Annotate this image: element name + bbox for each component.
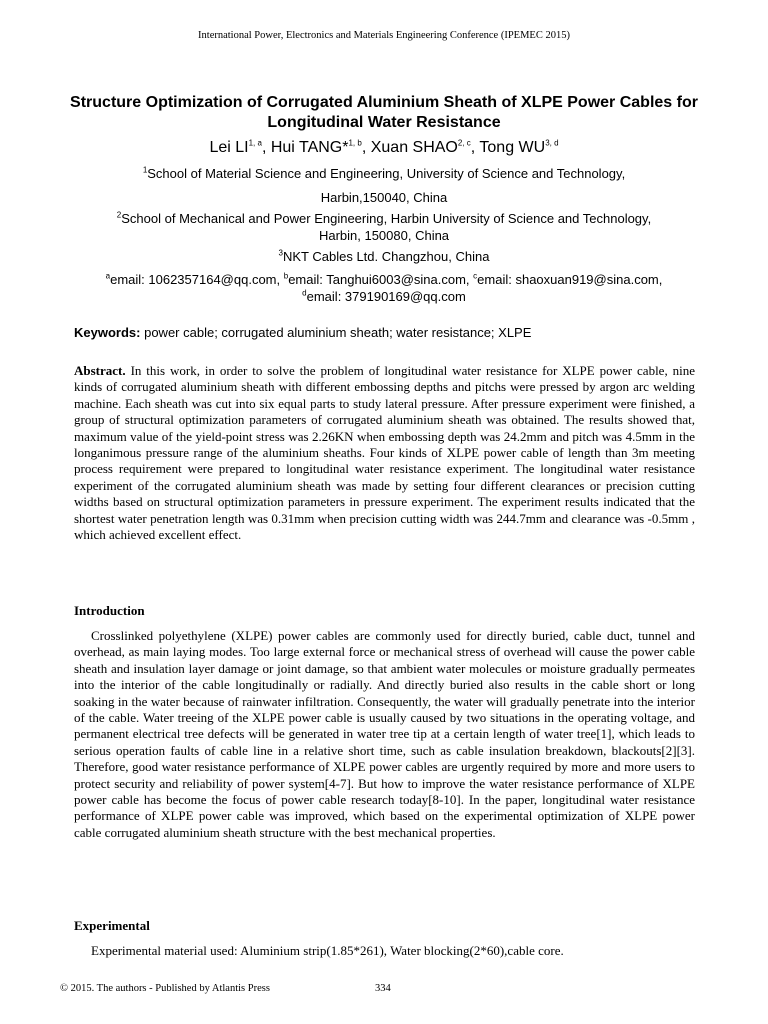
affiliation-1 <box>40 165 728 206</box>
email-superscript: d <box>302 288 307 298</box>
affiliation-text: Harbin, 150080, China <box>318 228 450 243</box>
email-superscript: b <box>283 271 289 281</box>
email-superscript: a <box>105 271 111 281</box>
email-text: email: Tanghui6003@sina.com, <box>288 272 470 287</box>
keywords-text: power cable; corrugated aluminium sheath; water resistance; XLPE <box>144 325 532 340</box>
abstract-paragraph <box>74 363 695 543</box>
email-text: email: 1062357164@qq.com, <box>110 272 281 287</box>
author-name: Hui TANG* <box>270 139 349 156</box>
author-name: Lei LI <box>209 139 249 156</box>
footer-copyright: © 2015. The authors - Published by Atlantis Press <box>60 983 270 994</box>
affiliation-text: NKT Cables Ltd. Changzhou, China <box>283 249 490 264</box>
section-heading-introduction: Introduction <box>74 603 145 618</box>
keywords-label: Keywords: <box>74 325 141 340</box>
author-name: Xuan SHAO <box>370 139 458 156</box>
author-superscript: 3, d <box>545 138 559 148</box>
email-text: email: shaoxuan919@sina.com, <box>477 272 663 287</box>
email-text: email: 379190169@qq.com <box>306 289 466 304</box>
affiliation-superscript: 3 <box>278 248 283 258</box>
author-superscript: 1, b <box>348 138 362 148</box>
email-block <box>40 271 728 305</box>
affiliation-superscript: 2 <box>116 210 122 220</box>
introduction-paragraph: Crosslinked polyethylene (XLPE) power cables are commonly used for directly buried, cable duct, tunnel and overhead, as main laying modes. Too large external force or mechanical stress of overhead will cause the power cable sheath and insulation layer damage or joint damage, so that ambient water molecules or moisture gradually permeates into the interior of the cable longitudinally or radially. And directly buried also results in the cable short or long soaking in the water because of rainwater infiltration. Consequently, the water will gradually penetrate into the interior of the cable. Water treeing of the XLPE power cable is usually caused by two situations in the operating voltage, and permanent electrical tree defects will be generated in water tree tip at a certain length of water tree[1], which leads to serious operation faults of cable line in a relative short time, such as cable insulation breakdown, blackouts[2][3]. Therefore, good water resistance performance of XLPE power cables are urgently required by more and more users to protect security and reliability of power system[4-7]. But how to improve the water resistance performance of XLPE power cable has become the focus of power cable research today[8-10]. In the paper, longitudinal water resistance performance of XLPE power cable was improved, which based on the experimental optimization of XLPE power cable corrugated aluminium sheath structure with the best mechanical properties. <box>74 628 695 840</box>
author-superscript: 1, a <box>248 138 262 148</box>
experimental-paragraph: Experimental material used: Aluminium strip(1.85*261), Water blocking(2*60),cable core. <box>91 943 564 958</box>
abstract-text: In this work, in order to solve the problem of longitudinal water resistance for XLPE power cable, nine kinds of corrugated aluminium sheath with different embossing depths and pitchs were pressed by argon arc welding machine. Each sheath was cut into six equal parts to study lateral pressure. After pressure experiment were finished, a group of structural optimization parameters of corrugated aluminium sheath was obtained. The results showed that, maximum value of the yield-point stress was 2.26KN when embossing depth was 24.2mm and pitch was 4.5mm in the longanimous pressure range of the aluminium sheaths. Four kinds of XLPE power cable of length than 3m meeting process requirement were prepared to longitudinal water resistance experiment. The longitudinal water resistance experiment of the corrugated aluminium sheath was made by setting four different clearances or precision cutting widths based on structural optimization parameters in pressure experiment. The experiment results indicated that the shortest water penetration length was 0.31mm when precision cutting width was 244.7mm and clearance was -0.5mm , which achieved excellent effect. <box>74 363 695 543</box>
section-heading-experimental: Experimental <box>74 918 150 933</box>
conference-header: International Power, Electronics and Materials Engineering Conference (IPEMEC 2015) <box>198 30 570 41</box>
author-name: Tong WU <box>479 139 546 156</box>
keywords-line <box>74 325 694 340</box>
affiliation-3 <box>40 248 728 265</box>
affiliation-text: School of Mechanical and Power Engineering, Harbin University of Science and Technology, <box>121 211 652 226</box>
author-list: Lei LI$^{1, a}$, Hui TANG*$^{1, b}$, Xuan SHAO$^{2, c}$, Tong WU$^{3, d}$ <box>209 138 559 156</box>
email-superscript: c <box>473 271 478 281</box>
affiliation-superscript: 1 <box>142 165 148 175</box>
paper-title: Structure Optimization of Corrugated Aluminium Sheath of XLPE Power Cables for Longitudinal Water Resistance <box>70 94 698 131</box>
abstract-label: Abstract. <box>74 363 126 378</box>
author-superscript: 2, c <box>457 138 471 148</box>
page-number: 334 <box>375 983 391 994</box>
affiliation-2 <box>40 210 728 244</box>
affiliation-text: Harbin,150040, China <box>320 190 448 205</box>
affiliation-text: School of Material Science and Engineering, University of Science and Technology, <box>147 166 626 181</box>
